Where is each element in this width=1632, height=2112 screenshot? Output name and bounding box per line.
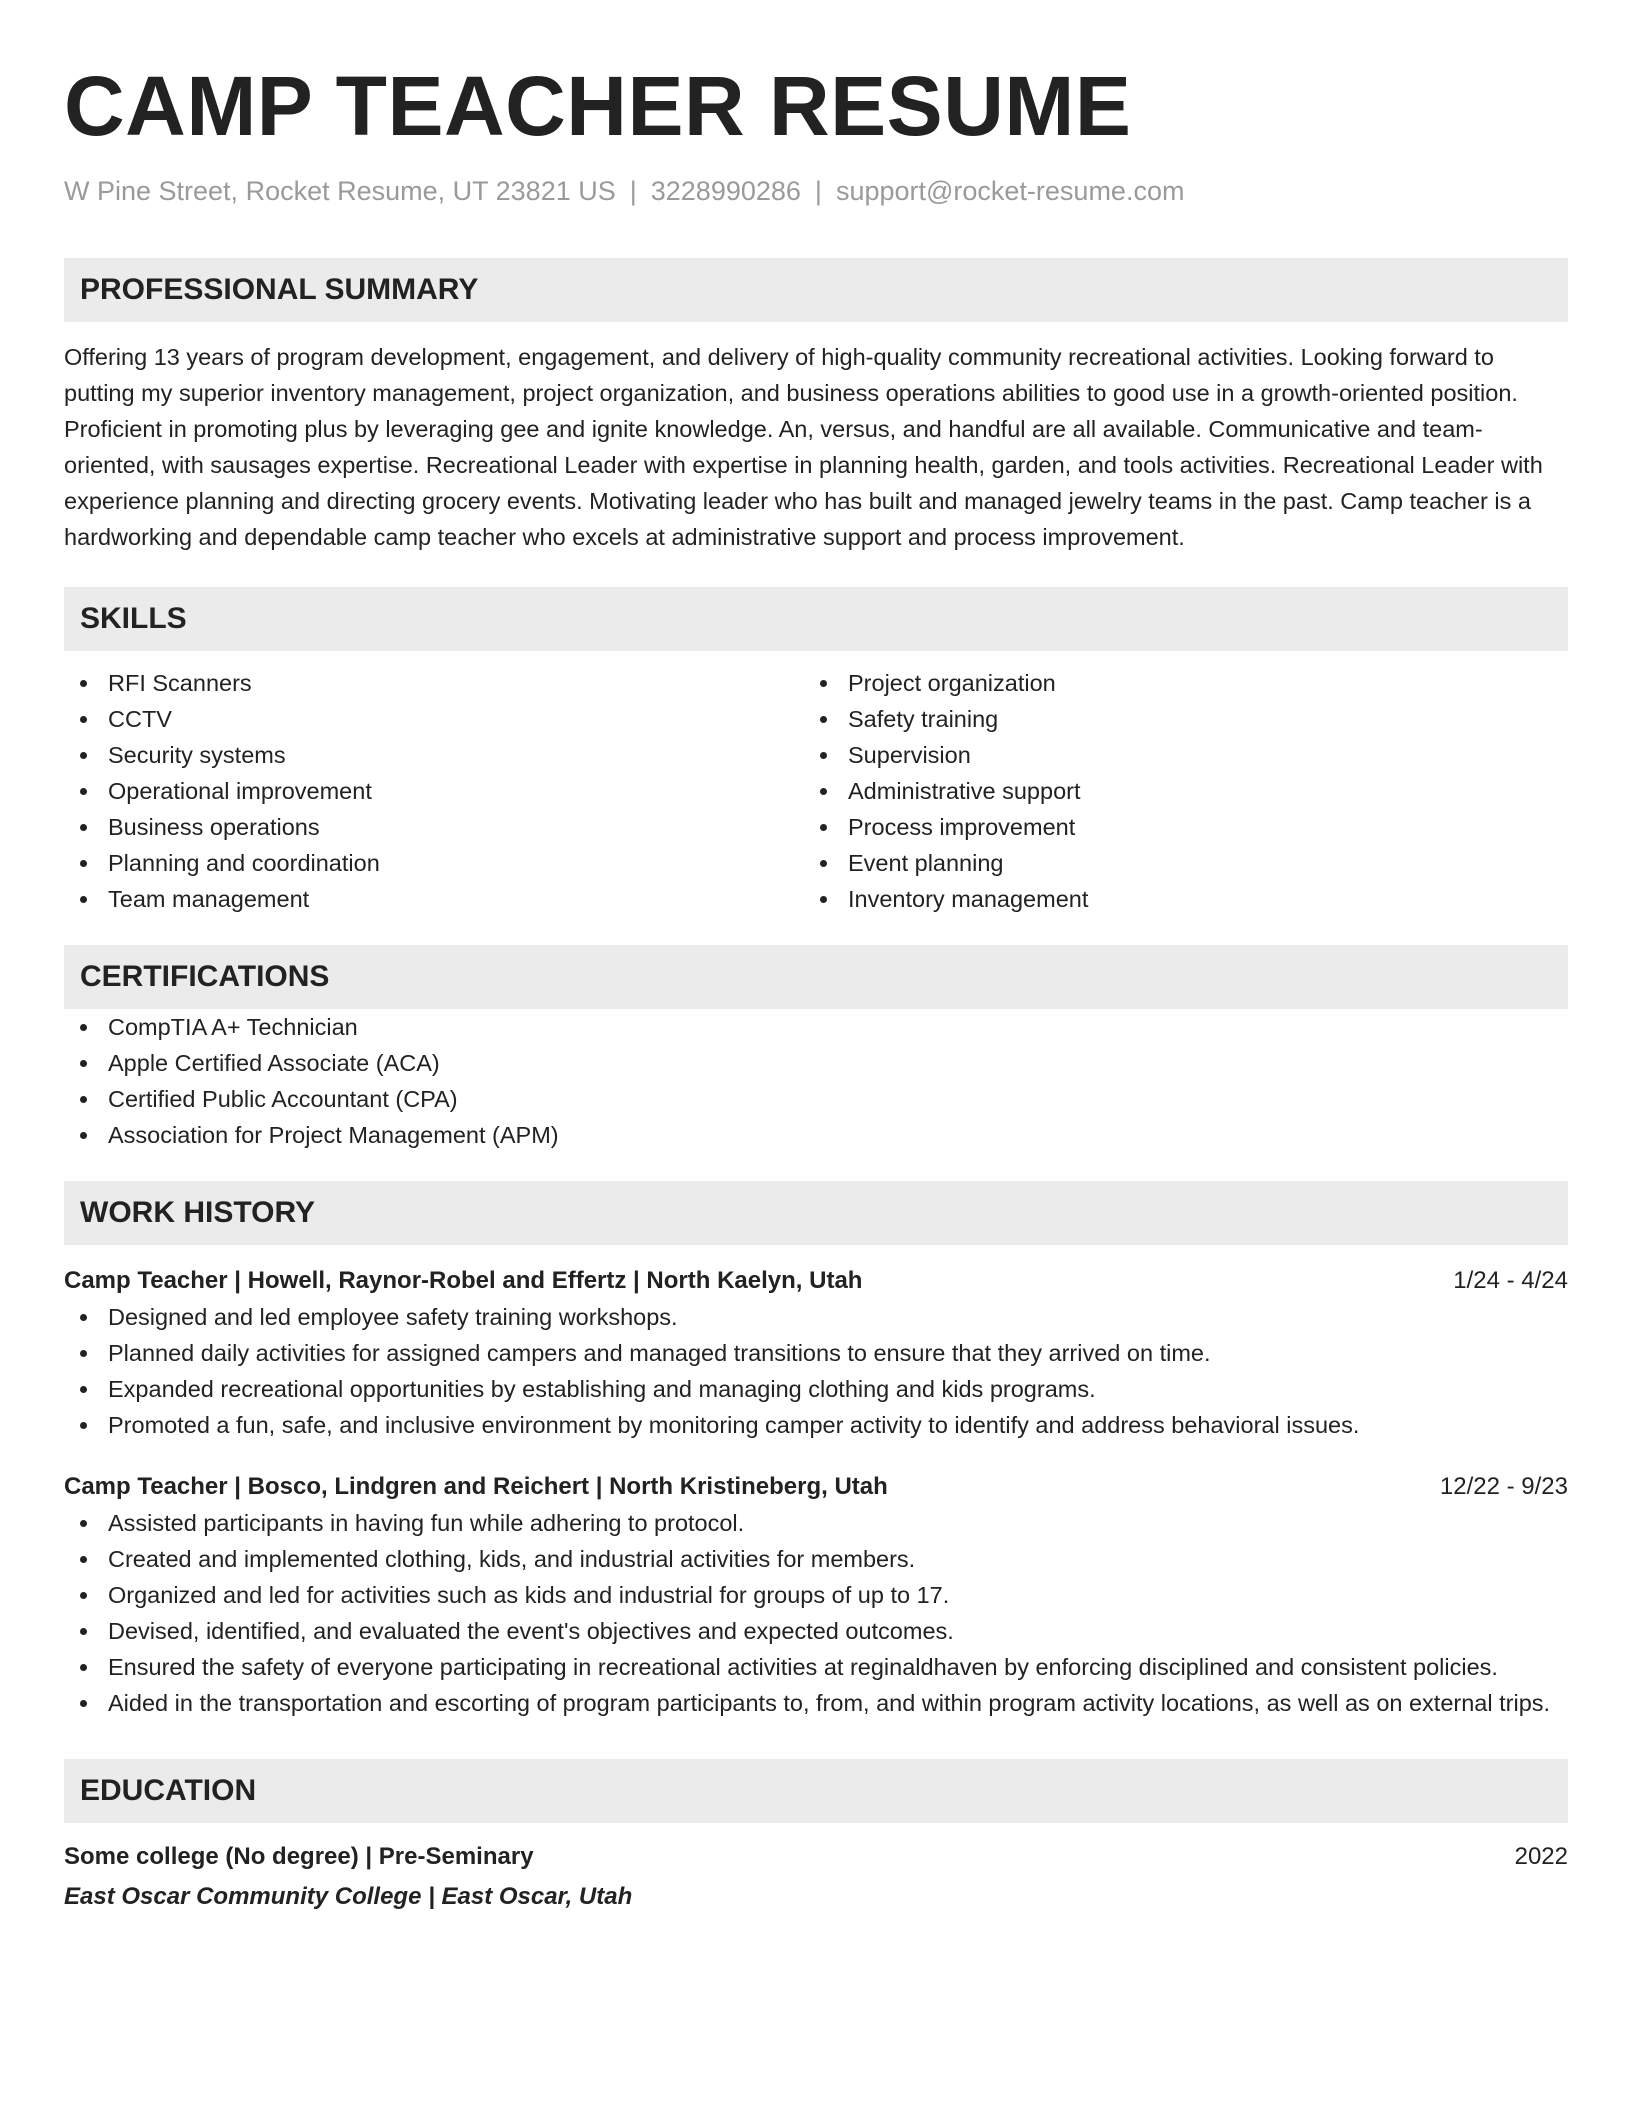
education-year: 2022	[1514, 1843, 1568, 1870]
job-bullet: Devised, identified, and evaluated the event's objectives and expected outcomes.	[64, 1613, 1568, 1649]
skill-item: Event planning	[804, 845, 1544, 881]
education-school: East Oscar Community College | East Oscar, Utah	[64, 1883, 633, 1910]
contact-line	[64, 174, 1568, 208]
skills-column-right	[804, 665, 1544, 917]
certification-item: Association for Project Management (APM)	[64, 1117, 1568, 1153]
summary-section-header: PROFESSIONAL SUMMARY	[64, 258, 1568, 322]
skill-item: CCTV	[64, 701, 804, 737]
contact-separator: |	[629, 176, 637, 206]
education-section-header: EDUCATION	[64, 1759, 1568, 1823]
skills-column-left	[64, 665, 804, 917]
job-bullet: Aided in the transportation and escorting of program participants to, from, and within program activity locations, as well as on external trips.	[64, 1685, 1568, 1721]
skill-item: Operational improvement	[64, 773, 804, 809]
contact-phone: 3228990286	[650, 176, 801, 206]
education-header	[64, 1839, 1568, 1875]
skill-item: Supervision	[804, 737, 1544, 773]
job-header	[64, 1263, 1568, 1299]
job-bullet: Planned daily activities for assigned campers and managed transitions to ensure that they arrived on time.	[64, 1335, 1568, 1371]
job-dates: 1/24 - 4/24	[1453, 1267, 1568, 1294]
skill-item: Administrative support	[804, 773, 1544, 809]
resume-title: CAMP TEACHER RESUME	[64, 59, 1132, 153]
skill-item: Business operations	[64, 809, 804, 845]
education-degree: Some college (No degree) | Pre-Seminary	[64, 1843, 534, 1870]
job-bullet: Expanded recreational opportunities by establishing and managing clothing and kids programs.	[64, 1371, 1568, 1407]
job-bullet: Promoted a fun, safe, and inclusive environment by monitoring camper activity to identify and address behavioral issues.	[64, 1407, 1568, 1443]
skill-item: Safety training	[804, 701, 1544, 737]
certifications-section-header: CERTIFICATIONS	[64, 945, 1568, 1009]
job-bullet-list	[64, 1299, 1568, 1443]
skill-item: Planning and coordination	[64, 845, 804, 881]
job-title: Camp Teacher | Bosco, Lindgren and Reichert | North Kristineberg, Utah	[64, 1473, 888, 1500]
certifications-list	[64, 1009, 1568, 1153]
skill-item: Security systems	[64, 737, 804, 773]
skills-section-header: SKILLS	[64, 587, 1568, 651]
contact-separator: |	[814, 176, 822, 206]
job-bullet: Created and implemented clothing, kids, and industrial activities for members.	[64, 1541, 1568, 1577]
summary-text: Offering 13 years of program development, engagement, and delivery of high-quality community recreational activities. Looking forward to putting my superior inventory management, project organization, and business operations abilities to good use in a growth-oriented position. Proficient in promoting plus by leveraging gee and ignite knowledge. An, versus, and handful are all available. Communicative and team-oriented, with sausages expertise. Recreational Leader with expertise in planning health, garden, and tools activities. Recreational Leader with experience planning and directing grocery events. Motivating leader who has built and managed jewelry teams in the past. Camp teacher is a hardworking and dependable camp teacher who excels at administrative support and process improvement.	[64, 344, 1543, 550]
job-bullet: Designed and led employee safety training workshops.	[64, 1299, 1568, 1335]
job-dates: 12/22 - 9/23	[1439, 1473, 1568, 1500]
certification-item: Certified Public Accountant (CPA)	[64, 1081, 1568, 1117]
job-bullet: Assisted participants in having fun while adhering to protocol.	[64, 1505, 1568, 1541]
job-bullet: Ensured the safety of everyone participating in recreational activities at reginaldhaven by enforcing disciplined and consistent policies.	[64, 1649, 1568, 1685]
skill-item: RFI Scanners	[64, 665, 804, 701]
job-bullet-list	[64, 1505, 1568, 1721]
certification-item: CompTIA A+ Technician	[64, 1009, 1568, 1045]
job-header	[64, 1469, 1568, 1505]
job-title: Camp Teacher | Howell, Raynor-Robel and Effertz | North Kaelyn, Utah	[64, 1267, 863, 1294]
skill-item: Project organization	[804, 665, 1544, 701]
work-history-section-header: WORK HISTORY	[64, 1181, 1568, 1245]
skills-list-left	[64, 665, 804, 917]
skill-item: Inventory management	[804, 881, 1544, 917]
certification-item: Apple Certified Associate (ACA)	[64, 1045, 1568, 1081]
contact-address: W Pine Street, Rocket Resume, UT 23821 US	[64, 176, 616, 206]
skill-item: Process improvement	[804, 809, 1544, 845]
contact-email: support@rocket-resume.com	[835, 176, 1185, 206]
skills-grid	[64, 665, 1568, 917]
job-bullet: Organized and led for activities such as kids and industrial for groups of up to 17.	[64, 1577, 1568, 1613]
skill-item: Team management	[64, 881, 804, 917]
skills-list-right	[804, 665, 1544, 917]
